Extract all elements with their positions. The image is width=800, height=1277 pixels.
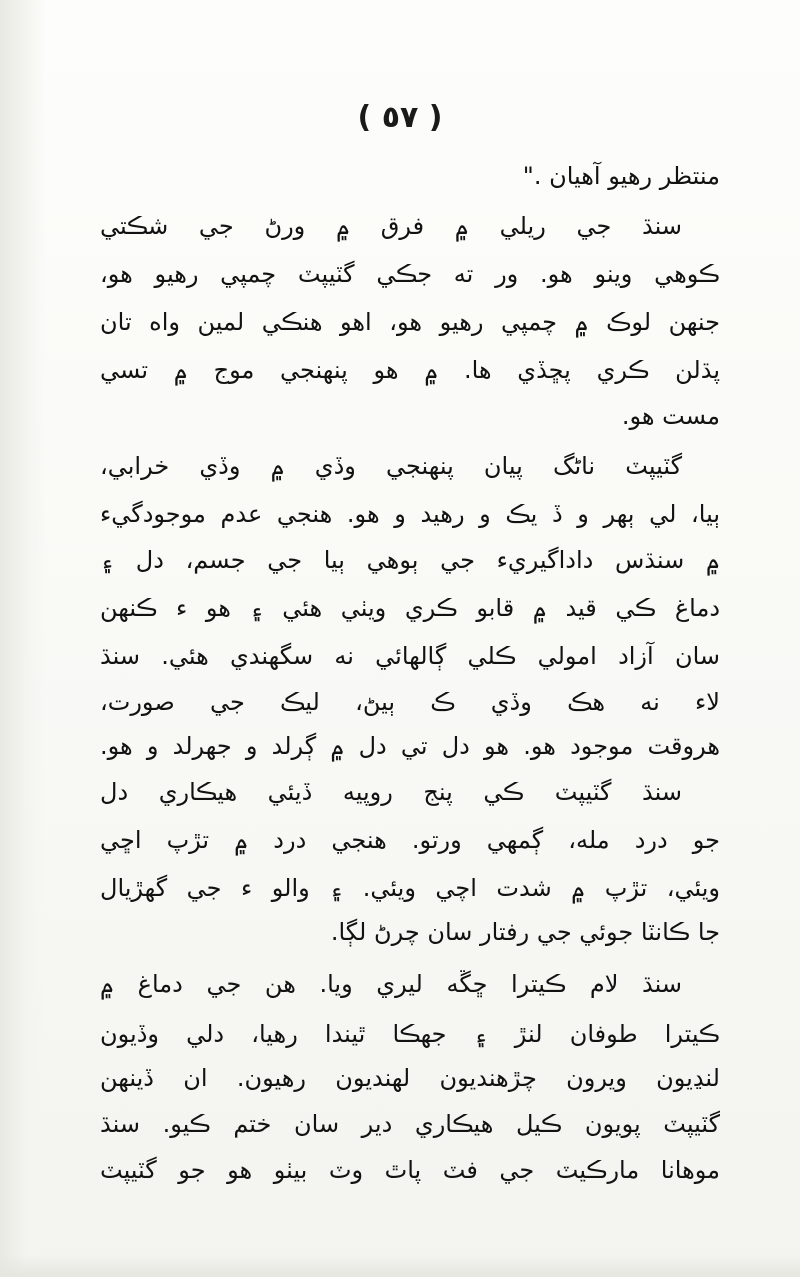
page-bottom-shadow [0, 1255, 800, 1277]
text-line: گٽيپٽ ناڻگ پيان پنهنجي وڏي ۾ وڏي خرابي، [100, 452, 682, 480]
text-line: مست هو. [621, 402, 720, 430]
page-number: ( ٥٧ ) [357, 100, 443, 135]
text-line: سنڌ گٽيپٽ ڪي پنج روپيه ڏيئي هيڪاري دل [100, 778, 682, 806]
text-line: لنڍيون ويرون چڙهنديون لهنديون رهيون. ان ڏينهن [100, 1064, 720, 1092]
text-line: جو درد مله، ڳمهي ورتو. هنجي درد ۾ تڙپ اڇي [100, 826, 720, 854]
text-line: لاء نه هڪ وڏي ڪ ٻيڻ، ليڪ جي صورت، [100, 688, 720, 716]
text-line: ۾ سنڌس داداگيريء جي ٻوهي ٻيا جي جسم، دل ۽ [100, 546, 720, 574]
text-line: سان آزاد امولي ڪلي ڳالهائي نه سگهندي هئي. سنڌ [100, 642, 720, 670]
text-line: ڪوهي وينو هو. ور ته جڪي گٽيپٽ چمپي رهيو هو، [100, 260, 720, 288]
text-line: منتظر رهيو آهيان ." [522, 162, 720, 190]
page-binding-shadow [0, 0, 46, 1277]
text-line: جا ڪانٽا جوئي جي رفتار سان چرڻ لڳا. [330, 918, 720, 946]
text-line: سنڌ جي ريلي ۾ فرق ۾ ورڻ جي شڪتي [100, 212, 682, 240]
text-line: موهانا مارڪيٽ جي فٽ پاٿ وٽ بيٺو هو جو گٽيپٽ [100, 1156, 720, 1184]
text-line: پڌلن ڪري پڇڏي ها. ۾ هو پنهنجي موج ۾ تسي [100, 356, 720, 384]
text-line: جنهن لوڪ ۾ چمپي رهيو هو، اهو هنڪي لمين واه تان [100, 308, 720, 336]
text-line: سنڌ لام ڪيترا ڇڱه ليري ويا. هن جي دماغ ۾ [100, 970, 682, 998]
text-line: ٻيا، لي ٻهر و ڏ يڪ و رهيد و هو. هنجي عدم موجودگيء [100, 500, 720, 528]
text-line: دماغ ڪي قيد ۾ قابو ڪري ويٺي هئي ۽ هو ء ڪنهن [100, 594, 720, 622]
text-line: گٽيپٽ پويون ڪيل هيڪاري دير سان ختم ڪيو. سنڌ [100, 1110, 720, 1138]
text-line: هروقت موجود هو. هو دل تي دل ۾ ڳرلد و جهرلد و هو. [100, 732, 720, 760]
text-line: ڪيترا طوفان لنڙ ۽ جهڪا ٿيندا رهيا، دلي وڏيون [100, 1020, 720, 1048]
text-line: ويئي، تڙپ ۾ شدت اچي ويئي. ۽ والو ء جي گهڙيال [100, 874, 720, 902]
